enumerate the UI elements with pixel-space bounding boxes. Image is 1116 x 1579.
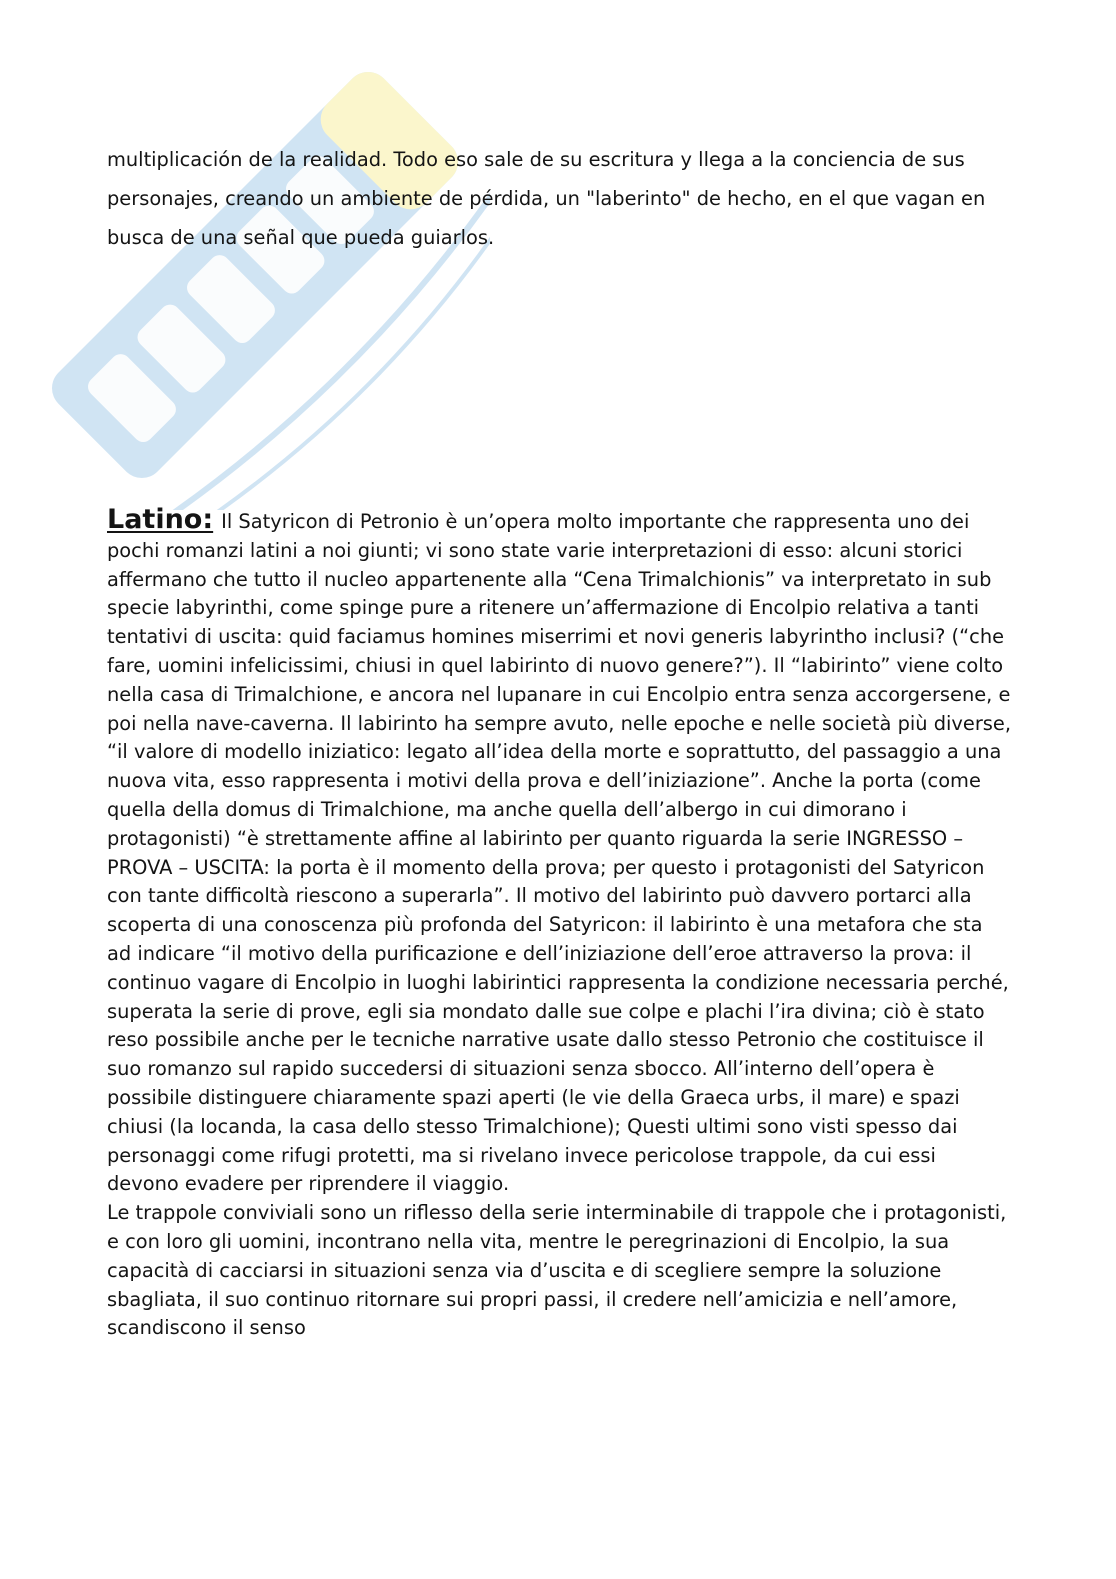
latin-paragraph-2: Le trappole conviviali sono un riflesso della serie interminabile di trappole che i protagonisti, e con loro gli uomini, incontrano nella vita, mentre le peregrinazioni di Encolpio, la sua capacità di cacciarsi in situazioni senza via d’uscita e di scegliere sempre la soluzione sbagliata, il suo continuo ritornare sui propri passi, il credere nell’amicizia e nell’amore, scandiscono il senso [107, 1201, 1007, 1340]
latin-paragraph-1-text: Il Satyricon di Petronio è un’opera molto importante che rappresenta uno dei pochi romanzi latini a noi giunti; vi sono state varie interpretazioni di esso: alcuni storici affermano che tutto il nucleo appartenente alla “Cena Trimalchionis” va interpretato in sub specie labyrinthi, come spinge pure a ritenere un’affermazione di Encolpio relativa a tanti tentativi di uscita: quid faciamus homines miserrimi et novi generis labyrintho inclusi? (“che fare, uomini infelicissimi, chiusi in quel labirinto di nuovo genere?”). Il “labirinto” viene colto nella casa di Trimalchione, e ancora nel lupanare in cui Encolpio entra senza accorgersene, e poi nella nave-caverna. Il labirinto ha sempre avuto, nelle epoche e nelle società più diverse, “il valore di modello iniziatico: legato all’idea della morte e soprattutto, del passaggio a una nuova vita, esso rappresenta i motivi della prova e dell’iniziazione”. Anche la porta (come quella della domus di Trimalchione, ma anche quella dell’albergo in cui dimorano i protagonisti) “è strettamente affine al labirinto per quanto riguarda la serie INGRESSO – PROVA – USCITA: la porta è il momento della prova; per questo i protagonisti del Satyricon con tante difficoltà riescono a superarla”. Il motivo del labirinto può davvero portarci alla scoperta di una conoscenza più profonda del Satyricon: il labirinto è una metafora che sta ad indicare “il motivo della purificazione e dell’iniziazione dell’eroe attraverso la prova: il continuo vagare di Encolpio in luoghi labirintici rappresenta la condizione necessaria perché, superata la serie di prove, egli sia mondato dalle sue colpe e plachi l’ira divina; ciò è stato reso possibile anche per le tecniche narrative usate dallo stesso Petronio che costituisce il suo romanzo sul rapido succedersi di situazioni senza sbocco. All’interno dell’opera è possibile distinguere chiaramente spazi aperti (le vie della Graeca urbs, il mare) e spazi chiusi (la locanda, la casa dello stesso Trimalchione); Questi ultimi sono visti spesso dai personaggi come rifugi protetti, ma si rivelano invece pericolose trappole, da cui essi devono evadere per riprendere il viaggio. [107, 510, 1012, 1196]
latin-section [107, 506, 1012, 1343]
section-heading-latino: Latino: [107, 504, 214, 535]
watermark-logo [20, 40, 490, 510]
spanish-paragraph: multiplicación de la realidad. Todo eso sale de su escritura y llega a la conciencia de sus personajes, creando un ambiente de pérdida, un "laberinto" de hecho, en el que vagan en busca de una señal que pueda guiarlos. [107, 148, 986, 249]
latin-paragraph-1 [107, 506, 1012, 1199]
